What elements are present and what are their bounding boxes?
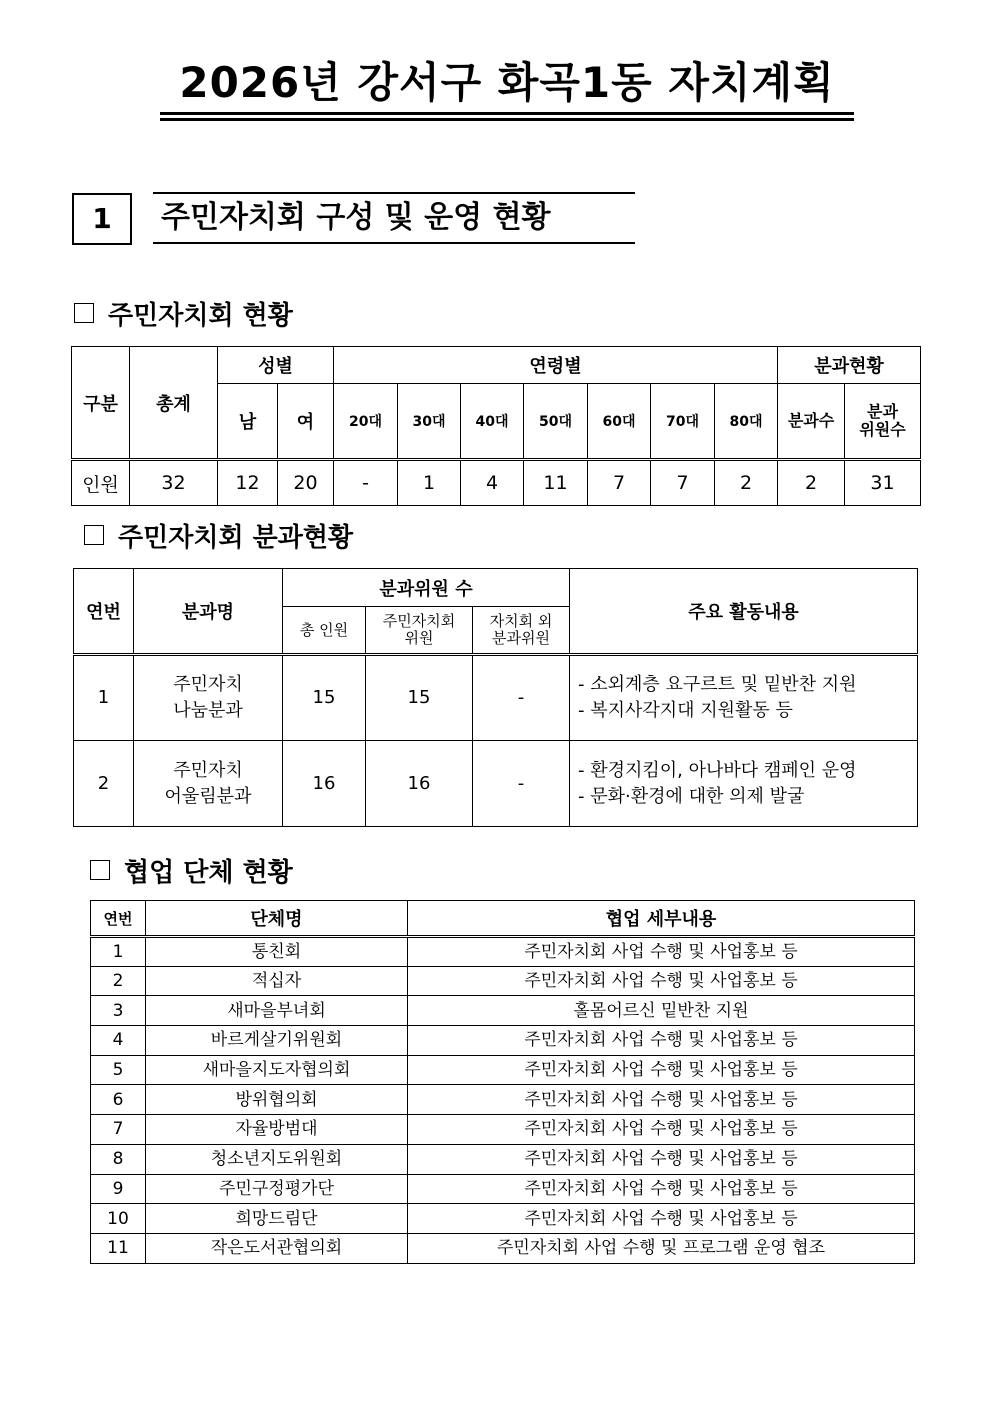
table-row bbox=[91, 1026, 915, 1056]
activity-item: - 문화·환경에 대한 의제 발굴 bbox=[578, 785, 805, 807]
document-title: 2026년 강서구 화곡1동 자치계획 bbox=[179, 58, 835, 107]
header-council-members-line2: 위원 bbox=[404, 629, 434, 647]
activity-item: - 소외계층 요구르트 및 밑반찬 지원 bbox=[578, 674, 857, 695]
cell-name bbox=[134, 741, 283, 827]
cell-name: 희망드림단 bbox=[146, 1204, 408, 1234]
cell-activities bbox=[570, 741, 918, 827]
checkbox-square-icon bbox=[74, 303, 94, 323]
council-status-heading bbox=[74, 296, 293, 330]
cell-total: 32 bbox=[130, 460, 218, 506]
header-age-50s: 50대 bbox=[524, 384, 588, 460]
header-committee-members bbox=[845, 384, 921, 460]
header-age-20s: 20대 bbox=[334, 384, 398, 460]
cell-age-30s: 1 bbox=[398, 460, 461, 506]
cell-no: 3 bbox=[91, 996, 146, 1026]
table-row bbox=[74, 741, 918, 827]
partners-table bbox=[90, 900, 915, 1264]
cell-committee-count: 2 bbox=[778, 460, 845, 506]
partners-heading bbox=[90, 853, 293, 887]
header-committee-members-line2: 위원수 bbox=[859, 420, 906, 439]
cell-details: 주민자치회 사업 수행 및 사업홍보 등 bbox=[408, 1085, 915, 1115]
cell-name: 자율방범대 bbox=[146, 1115, 408, 1145]
cell-details: 주민자치회 사업 수행 및 사업홍보 등 bbox=[408, 1144, 915, 1174]
activity-item: - 환경지킴이, 아나바다 캠페인 운영 bbox=[578, 759, 857, 781]
header-external-members bbox=[473, 607, 570, 655]
header-committee-members-line1: 분과 bbox=[867, 402, 898, 421]
cell-details: 주민자치회 사업 수행 및 프로그램 운영 협조 bbox=[408, 1233, 915, 1263]
table-row bbox=[74, 655, 918, 741]
header-council-members bbox=[366, 607, 473, 655]
row-label: 인원 bbox=[72, 460, 130, 506]
header-gender: 성별 bbox=[218, 347, 334, 384]
title-underline-top bbox=[160, 112, 854, 115]
cell-committee-members: 31 bbox=[845, 460, 921, 506]
cell-no: 11 bbox=[91, 1233, 146, 1263]
header-members-group: 분과위원 수 bbox=[283, 569, 570, 607]
table-row bbox=[91, 1233, 915, 1263]
cell-no: 1 bbox=[74, 655, 134, 741]
table-row bbox=[91, 1115, 915, 1145]
activity-item: - 복지사각지대 지원활동 등 bbox=[578, 700, 793, 721]
cell-no: 5 bbox=[91, 1055, 146, 1085]
header-external-members-line1: 자치회 외 bbox=[489, 612, 553, 630]
council-status-table bbox=[71, 346, 921, 506]
cell-name bbox=[134, 655, 283, 741]
committee-name-line2: 나눔분과 bbox=[173, 700, 243, 721]
header-total: 총계 bbox=[130, 347, 218, 460]
title-underline-bottom bbox=[160, 118, 854, 121]
cell-no: 2 bbox=[91, 966, 146, 996]
cell-age-20s: - bbox=[334, 460, 398, 506]
cell-total: 16 bbox=[283, 741, 366, 827]
partners-heading-text: 협업 단체 현황 bbox=[124, 857, 293, 888]
committees-heading bbox=[84, 518, 353, 552]
header-total-members: 총 인원 bbox=[283, 607, 366, 655]
cell-name: 작은도서관협의회 bbox=[146, 1233, 408, 1263]
cell-details: 주민자치회 사업 수행 및 사업홍보 등 bbox=[408, 1204, 915, 1234]
cell-details: 주민자치회 사업 수행 및 사업홍보 등 bbox=[408, 1055, 915, 1085]
cell-council-members: 15 bbox=[366, 655, 473, 741]
table-row bbox=[91, 1204, 915, 1234]
section-number: 1 bbox=[92, 202, 112, 235]
cell-male: 12 bbox=[218, 460, 278, 506]
cell-age-70s: 7 bbox=[651, 460, 715, 506]
cell-no: 1 bbox=[91, 937, 146, 967]
header-female: 여 bbox=[278, 384, 334, 460]
section-number-box bbox=[72, 193, 132, 245]
cell-name: 새마을지도자협의회 bbox=[146, 1055, 408, 1085]
committees-heading-text: 주민자치회 분과현황 bbox=[118, 522, 354, 553]
cell-age-60s: 7 bbox=[588, 460, 651, 506]
cell-no: 7 bbox=[91, 1115, 146, 1145]
cell-details: 주민자치회 사업 수행 및 사업홍보 등 bbox=[408, 1115, 915, 1145]
table-row bbox=[91, 1055, 915, 1085]
table-row bbox=[91, 1144, 915, 1174]
table-row bbox=[72, 460, 921, 506]
header-committee-count: 분과수 bbox=[778, 384, 845, 460]
header-age-40s: 40대 bbox=[461, 384, 524, 460]
header-committee-status: 분과현황 bbox=[778, 347, 921, 384]
cell-council-members: 16 bbox=[366, 741, 473, 827]
cell-no: 2 bbox=[74, 741, 134, 827]
committee-name-line2: 어울림분과 bbox=[164, 785, 252, 807]
header-name: 단체명 bbox=[146, 901, 408, 937]
cell-name: 방위협의회 bbox=[146, 1085, 408, 1115]
cell-name: 적십자 bbox=[146, 966, 408, 996]
cell-external-members: - bbox=[473, 655, 570, 741]
section-title-frame bbox=[153, 192, 635, 244]
cell-details: 주민자치회 사업 수행 및 사업홍보 등 bbox=[408, 937, 915, 967]
cell-total: 15 bbox=[283, 655, 366, 741]
committee-name-line1: 주민자치 bbox=[173, 759, 243, 781]
cell-name: 새마을부녀회 bbox=[146, 996, 408, 1026]
header-category: 구분 bbox=[72, 347, 130, 460]
header-male: 남 bbox=[218, 384, 278, 460]
header-age-60s: 60대 bbox=[588, 384, 651, 460]
header-no: 연번 bbox=[91, 901, 146, 937]
cell-activities bbox=[570, 655, 918, 741]
cell-name: 바르게살기위원회 bbox=[146, 1026, 408, 1056]
header-age-80s: 80대 bbox=[715, 384, 778, 460]
table-row bbox=[91, 966, 915, 996]
header-age-70s: 70대 bbox=[651, 384, 715, 460]
table-row bbox=[91, 937, 915, 967]
header-age: 연령별 bbox=[334, 347, 778, 384]
table-row bbox=[91, 1085, 915, 1115]
header-no: 연번 bbox=[74, 569, 134, 655]
header-external-members-line2: 분과위원 bbox=[492, 629, 550, 647]
cell-external-members: - bbox=[473, 741, 570, 827]
checkbox-square-icon bbox=[90, 860, 110, 880]
header-council-members-line1: 주민자치회 bbox=[382, 612, 456, 630]
cell-female: 20 bbox=[278, 460, 334, 506]
cell-details: 주민자치회 사업 수행 및 사업홍보 등 bbox=[408, 1174, 915, 1204]
cell-name: 통친회 bbox=[146, 937, 408, 967]
cell-age-40s: 4 bbox=[461, 460, 524, 506]
cell-name: 청소년지도위원회 bbox=[146, 1144, 408, 1174]
committees-table bbox=[73, 568, 918, 827]
committee-name-line1: 주민자치 bbox=[173, 674, 243, 695]
cell-name: 주민구정평가단 bbox=[146, 1174, 408, 1204]
cell-details: 주민자치회 사업 수행 및 사업홍보 등 bbox=[408, 1026, 915, 1056]
cell-no: 10 bbox=[91, 1204, 146, 1234]
cell-age-80s: 2 bbox=[715, 460, 778, 506]
cell-no: 8 bbox=[91, 1144, 146, 1174]
cell-no: 4 bbox=[91, 1026, 146, 1056]
header-name: 분과명 bbox=[134, 569, 283, 655]
cell-no: 9 bbox=[91, 1174, 146, 1204]
cell-details: 홀몸어르신 밑반찬 지원 bbox=[408, 996, 915, 1026]
cell-age-50s: 11 bbox=[524, 460, 588, 506]
header-activities: 주요 활동내용 bbox=[570, 569, 918, 655]
council-status-heading-text: 주민자치회 현황 bbox=[108, 300, 293, 331]
section-title: 주민자치회 구성 및 운영 현황 bbox=[161, 200, 551, 235]
table-row bbox=[91, 996, 915, 1026]
table-row bbox=[91, 1174, 915, 1204]
header-age-30s: 30대 bbox=[398, 384, 461, 460]
cell-no: 6 bbox=[91, 1085, 146, 1115]
header-details: 협업 세부내용 bbox=[408, 901, 915, 937]
checkbox-square-icon bbox=[84, 525, 104, 545]
cell-details: 주민자치회 사업 수행 및 사업홍보 등 bbox=[408, 966, 915, 996]
